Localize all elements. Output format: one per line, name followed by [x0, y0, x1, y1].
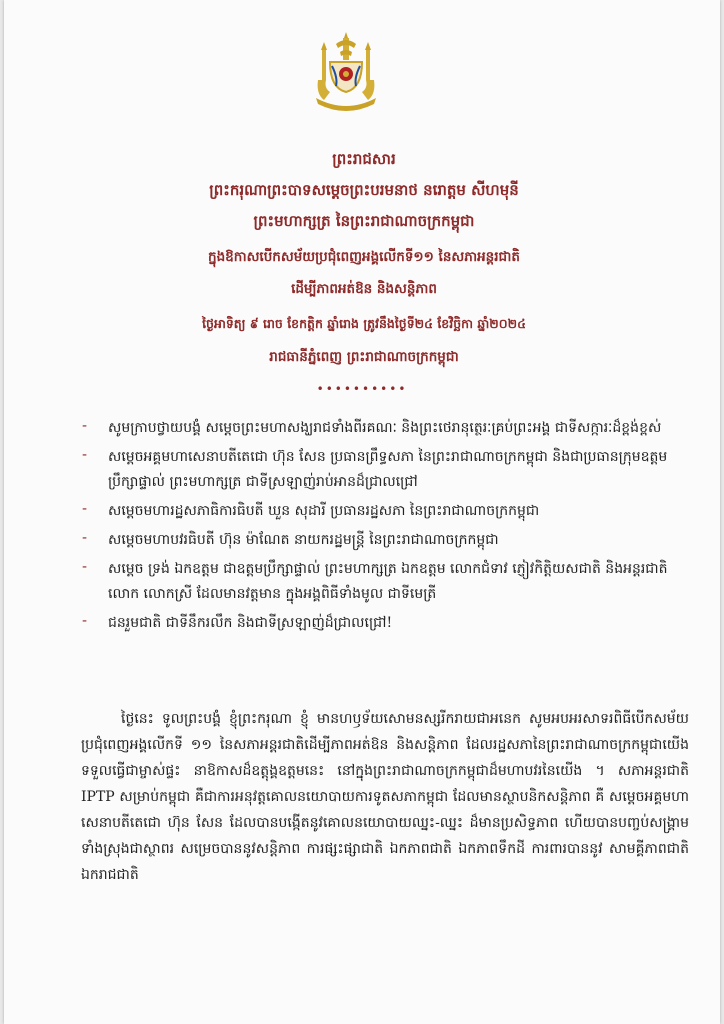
header-title: ព្រះរាជសារ — [332, 150, 396, 168]
salutation-list — [82, 416, 692, 640]
header-king-name: ព្រះករុណាព្រះបាទសម្តេចព្រះបរមនាថ នរោត្តម សីហមុនី — [209, 181, 519, 199]
letter-page — [4, 0, 720, 1024]
bullet-dash: - — [82, 418, 88, 434]
salutation-text: សម្តេច ទ្រង់ ឯកឧត្តម ជាឧត្តមប្រឹក្សាផ្ទាល់ ព្រះមហាក្សត្រ ឯកឧត្តម លោកជំទាវ ភ្ញៀវកិត្តិយសជាតិ និងអន្តរជាតិ លោក លោកស្រី ដែលមានវត្តមាន ក្នុងអង្គពិធីទាំងមូល ជាទីមេត្រី — [108, 561, 668, 602]
bullet-dash: - — [82, 530, 88, 546]
header-date: ថ្ងៃអាទិត្យ ៩ រោច ខែកត្តិក ឆ្នាំរោង ត្រូវនឹងថ្ងៃទី២៤ ខែវិច្ឆិកា ឆ្នាំ២០២៤ — [202, 316, 526, 331]
salutation-text: សម្តេចអគ្គមហាសេនាបតីតេជោ ហ៊ុន សែន ប្រធានព្រឹទ្ធសភា នៃព្រះរាជាណាចក្រកម្ពុជា និងជាប្រធានក្រុមឧត្តមប្រឹក្សាផ្ទាល់ ព្រះមហាក្សត្រ ជាទីស្រឡាញ់រាប់អានដ៏ជ្រាលជ្រៅ — [108, 449, 668, 490]
salutation-text: សូមក្រាបថ្វាយបង្គំ សម្តេចព្រះមហាសង្ឃរាជទាំងពីរគណៈ និងព្រះថេរានុត្ថេរៈគ្រប់ព្រះអង្គ ជាទីសក្ការៈដ៏ខ្ពង់ខ្ពស់ — [108, 420, 662, 436]
header-location: រាជធានីភ្នំពេញ ព្រះរាជាណាចក្រកម្ពុជា — [269, 349, 459, 365]
list-item — [82, 499, 692, 524]
list-item — [82, 611, 692, 636]
header-assembly: ដើម្បីភាពអត់ឱន និងសន្តិភាព — [291, 281, 437, 297]
list-item — [82, 416, 692, 441]
list-item — [82, 445, 692, 495]
header-occasion: ក្នុងឱកាសបើកសម័យប្រជុំពេញអង្គលើកទី១១ នៃសភាអន្តរជាតិ — [208, 249, 520, 265]
header-king-title: ព្រះមហាក្សត្រ នៃព្រះរាជាណាចក្រកម្ពុជា — [253, 212, 475, 230]
salutation-text: សម្តេចមហារដ្ឋសភាធិការធិបតី ឃួន សុដារី ប្រធានរដ្ឋសភា នៃព្រះរាជាណាចក្រកម្ពុជា — [108, 503, 540, 519]
bullet-dash: - — [82, 501, 88, 517]
bullet-dash: - — [82, 613, 88, 629]
royal-arms-of-cambodia-icon — [310, 30, 382, 112]
list-item — [82, 557, 692, 607]
bullet-dash: - — [82, 447, 88, 463]
body-paragraph: ថ្ងៃនេះ ទូលព្រះបង្គំ ខ្ញុំព្រះករុណា ខ្ញុំ មានហឫទ័យសោមនស្សរីករាយជាអនេក សូមអបអរសាទរពិធីបើកសម័យប្រជុំពេញអង្គលើកទី ១១ នៃសភាអន្តរជាតិដើម្បីភាពអត់ឱន និងសន្តិភាព ដែលរដ្ឋសភានៃព្រះរាជាណាចក្រកម្ពុជាយើង ទទួលធ្វើជាម្ចាស់ផ្ទះ នាឱកាសដ៏ឧត្តុង្គឧត្តមនេះ នៅក្នុងព្រះរាជាណាចក្រកម្ពុជាដ៏មហាបវរនៃយើង ។ សភាអន្តរជាតិ IPTP សម្រាប់កម្ពុជា គឺជាការអនុវត្តគោលនយោបាយការទូតសភាកម្ពុជា ដែលមានស្ថាបនិកសន្តិភាព គឺ សម្តេចអគ្គមហាសេនាបតីតេជោ ហ៊ុន សែន ដែលបានបង្កើតនូវគោលនយោបាយឈ្នះ-ឈ្នះ ដ៏មានប្រសិទ្ធភាព ហើយបានបញ្ចប់សង្គ្រាមទាំងស្រុងជាស្ថាពរ សម្រេចបាននូវសន្តិភាព ការផ្សះផ្សាជាតិ ឯកភាពជាតិ ឯកភាពទឹកដី ការពារបាននូវ សាមគ្គីភាពជាតិ ឯករាជជាតិ — [81, 711, 689, 883]
list-item — [82, 528, 692, 553]
separator-dots: •••••••••• — [316, 382, 408, 396]
salutation-text: ជនរួមជាតិ ជាទីនឹករលឹក និងជាទីស្រឡាញ់ដ៏ជ្រាលជ្រៅ! — [108, 615, 393, 631]
salutation-text: សម្តេចមហាបវរធិបតី ហ៊ុន ម៉ាណែត នាយករដ្ឋមន្ត្រី នៃព្រះរាជាណាចក្រកម្ពុជា — [108, 532, 499, 548]
bullet-dash: - — [82, 559, 88, 575]
